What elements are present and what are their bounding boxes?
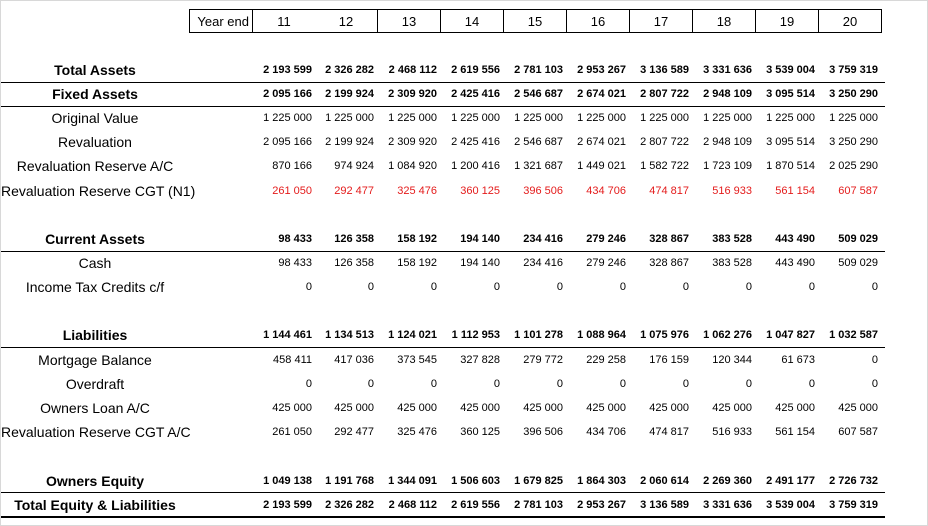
value-cell[interactable]: 0: [871, 378, 878, 390]
year-header-18[interactable]: 18: [693, 9, 756, 33]
row-label[interactable]: Mortgage Balance: [38, 352, 152, 368]
value-cell[interactable]: 474 817: [649, 185, 689, 197]
value-cell[interactable]: 516 933: [712, 426, 752, 438]
value-cell[interactable]: 425 000: [272, 402, 312, 414]
value-cell[interactable]: 3 539 004: [766, 64, 815, 76]
value-cell[interactable]: 0: [682, 378, 689, 390]
value-cell[interactable]: 2 425 416: [451, 136, 500, 148]
value-cell[interactable]: 261 050: [272, 426, 312, 438]
value-cell[interactable]: 1 225 000: [703, 112, 752, 124]
value-cell[interactable]: 443 490: [775, 233, 815, 245]
divider-under-fixed-assets: [1, 106, 885, 107]
value-cell[interactable]: 2 095 166: [263, 136, 312, 148]
value-cell[interactable]: 396 506: [523, 426, 563, 438]
value-cell[interactable]: 1 321 687: [514, 160, 563, 172]
value-cell[interactable]: 1 112 953: [451, 329, 500, 341]
value-cell[interactable]: 234 416: [523, 257, 563, 269]
value-cell[interactable]: 61 673: [781, 354, 815, 366]
value-cell[interactable]: 234 416: [523, 233, 563, 245]
row-label[interactable]: Original Value: [51, 110, 139, 126]
table-row: [1, 493, 901, 517]
value-cell[interactable]: 0: [367, 378, 374, 390]
value-cell[interactable]: 2 807 722: [640, 88, 689, 100]
value-cell[interactable]: 458 411: [273, 354, 312, 366]
value-cell[interactable]: 279 772: [523, 354, 563, 366]
value-cell[interactable]: 0: [556, 281, 563, 293]
value-cell[interactable]: 1 225 000: [451, 112, 500, 124]
row-label[interactable]: Total Equity & Liabilities: [14, 497, 176, 513]
table-row: [1, 348, 901, 372]
table-row: [1, 323, 901, 347]
value-cell[interactable]: 1 225 000: [766, 112, 815, 124]
value-cell[interactable]: 0: [493, 281, 500, 293]
value-cell[interactable]: 229 258: [586, 354, 626, 366]
divider-under-current-assets: [1, 251, 885, 252]
value-cell[interactable]: 1 225 000: [577, 112, 626, 124]
value-cell[interactable]: 292 477: [334, 426, 374, 438]
value-cell[interactable]: 0: [556, 378, 563, 390]
value-cell[interactable]: 2 674 021: [577, 136, 626, 148]
value-cell[interactable]: 0: [430, 281, 437, 293]
value-cell[interactable]: 425 000: [523, 402, 563, 414]
value-cell[interactable]: 373 545: [397, 354, 437, 366]
row-label[interactable]: Revaluation Reserve CGT (N1): [1, 183, 196, 199]
value-cell[interactable]: 1 723 109: [703, 160, 752, 172]
year-header-14[interactable]: 14: [441, 9, 504, 33]
value-cell[interactable]: 1 679 825: [514, 475, 563, 487]
value-cell[interactable]: 2 425 416: [451, 88, 500, 100]
value-cell[interactable]: 2 326 282: [325, 64, 374, 76]
value-cell[interactable]: 1 200 416: [451, 160, 500, 172]
value-cell[interactable]: 607 587: [838, 426, 878, 438]
value-cell[interactable]: 425 000: [586, 402, 626, 414]
value-cell[interactable]: 328 867: [649, 257, 689, 269]
value-cell[interactable]: 0: [430, 378, 437, 390]
value-cell[interactable]: 2 468 112: [388, 64, 437, 76]
value-cell[interactable]: 425 000: [775, 402, 815, 414]
value-cell[interactable]: 328 867: [649, 233, 689, 245]
value-cell[interactable]: 0: [619, 378, 626, 390]
header-row: [1, 9, 901, 33]
value-cell[interactable]: 1 084 920: [388, 160, 437, 172]
table-row: [1, 275, 901, 299]
year-end-label: Year end: [189, 9, 253, 33]
value-cell[interactable]: 120 344: [712, 354, 752, 366]
value-cell[interactable]: 325 476: [397, 426, 437, 438]
year-header-12[interactable]: 12: [315, 9, 378, 33]
value-cell[interactable]: 0: [745, 281, 752, 293]
value-cell[interactable]: 2 199 924: [325, 136, 374, 148]
value-cell[interactable]: 0: [808, 378, 815, 390]
value-cell[interactable]: 3 136 589: [640, 499, 689, 511]
value-cell[interactable]: 2 199 924: [325, 88, 374, 100]
year-header-20[interactable]: 20: [819, 9, 882, 33]
value-cell[interactable]: 3 539 004: [766, 499, 815, 511]
value-cell[interactable]: 3 095 514: [766, 136, 815, 148]
value-cell[interactable]: 1 124 021: [388, 329, 437, 341]
year-header-13[interactable]: 13: [378, 9, 441, 33]
value-cell[interactable]: 98 433: [278, 233, 312, 245]
table-row: [1, 372, 901, 396]
value-cell[interactable]: 2 468 112: [388, 499, 437, 511]
value-cell[interactable]: 3 759 319: [829, 64, 878, 76]
table-row: [1, 58, 901, 82]
value-cell[interactable]: 0: [305, 378, 312, 390]
value-cell[interactable]: 2 269 360: [703, 475, 752, 487]
value-cell[interactable]: 2 619 556: [451, 64, 500, 76]
value-cell[interactable]: 1 062 276: [703, 329, 752, 341]
value-cell[interactable]: 1 870 514: [766, 160, 815, 172]
value-cell[interactable]: 194 140: [460, 233, 500, 245]
value-cell[interactable]: 2 309 920: [388, 88, 437, 100]
row-label[interactable]: Owners Loan A/C: [40, 400, 150, 416]
value-cell[interactable]: 1 144 461: [263, 329, 312, 341]
value-cell[interactable]: 2 619 556: [451, 499, 500, 511]
value-cell[interactable]: 0: [305, 281, 312, 293]
value-cell[interactable]: 2 309 920: [388, 136, 437, 148]
value-cell[interactable]: 3 759 319: [829, 499, 878, 511]
value-cell[interactable]: 3 331 636: [703, 499, 752, 511]
value-cell[interactable]: 417 036: [334, 354, 374, 366]
value-cell[interactable]: 516 933: [712, 185, 752, 197]
value-cell[interactable]: 1 225 000: [829, 112, 878, 124]
value-cell[interactable]: 1 032 587: [829, 329, 878, 341]
value-cell[interactable]: 1 582 722: [640, 160, 689, 172]
value-cell[interactable]: 0: [871, 281, 878, 293]
value-cell[interactable]: 509 029: [838, 233, 878, 245]
value-cell[interactable]: 561 154: [775, 185, 815, 197]
value-cell[interactable]: 292 477: [334, 185, 374, 197]
value-cell[interactable]: 327 828: [460, 354, 500, 366]
value-cell[interactable]: 1 049 138: [263, 475, 312, 487]
value-cell[interactable]: 2 781 103: [514, 499, 563, 511]
row-label[interactable]: Revaluation Reserve A/C: [16, 158, 174, 174]
value-cell[interactable]: 2 025 290: [829, 160, 878, 172]
table-row: [1, 82, 901, 106]
value-cell[interactable]: 261 050: [272, 185, 312, 197]
value-cell[interactable]: 2 953 267: [577, 499, 626, 511]
value-cell[interactable]: 0: [808, 281, 815, 293]
value-cell[interactable]: 0: [745, 378, 752, 390]
value-cell[interactable]: 2 546 687: [514, 88, 563, 100]
divider-under-liabilities: [1, 347, 885, 348]
value-cell[interactable]: 1 225 000: [640, 112, 689, 124]
row-label[interactable]: Revaluation Reserve CGT A/C: [1, 424, 191, 440]
value-cell[interactable]: 2 674 021: [577, 88, 626, 100]
year-header-16[interactable]: 16: [567, 9, 630, 33]
value-cell[interactable]: 3 250 290: [829, 136, 878, 148]
value-cell[interactable]: 176 159: [649, 354, 689, 366]
value-cell[interactable]: 509 029: [838, 257, 878, 269]
value-cell[interactable]: 1 225 000: [325, 112, 374, 124]
value-cell[interactable]: 279 246: [586, 257, 626, 269]
row-label[interactable]: Cash: [78, 255, 112, 271]
table-row: [1, 251, 901, 275]
value-cell[interactable]: 1 047 827: [766, 329, 815, 341]
value-cell[interactable]: 2 807 722: [640, 136, 689, 148]
value-cell[interactable]: 126 358: [334, 257, 374, 269]
value-cell[interactable]: 279 246: [586, 233, 626, 245]
value-cell[interactable]: 360 125: [460, 185, 500, 197]
value-cell[interactable]: 425 000: [334, 402, 374, 414]
value-cell[interactable]: 194 140: [460, 257, 500, 269]
value-cell[interactable]: 2 326 282: [325, 499, 374, 511]
value-cell[interactable]: 425 000: [397, 402, 437, 414]
value-cell[interactable]: 434 706: [586, 185, 626, 197]
value-cell[interactable]: 425 000: [838, 402, 878, 414]
value-cell[interactable]: 870 166: [272, 160, 312, 172]
value-cell[interactable]: 1 225 000: [388, 112, 437, 124]
value-cell[interactable]: 2 095 166: [263, 88, 312, 100]
value-cell[interactable]: 3 331 636: [703, 64, 752, 76]
table-row: [1, 420, 901, 444]
value-cell[interactable]: 2 948 109: [703, 88, 752, 100]
value-cell[interactable]: 1 225 000: [514, 112, 563, 124]
year-header-11[interactable]: 11: [253, 9, 316, 33]
value-cell[interactable]: 1 506 603: [451, 475, 500, 487]
row-label[interactable]: Overdraft: [65, 376, 125, 392]
value-cell[interactable]: 98 433: [278, 257, 312, 269]
value-cell[interactable]: 1 101 278: [514, 329, 563, 341]
value-cell[interactable]: 158 192: [397, 257, 437, 269]
value-cell[interactable]: 1 225 000: [263, 112, 312, 124]
row-label[interactable]: Current Assets: [45, 231, 145, 247]
value-cell[interactable]: 1 864 303: [577, 475, 626, 487]
value-cell[interactable]: 974 924: [334, 160, 374, 172]
value-cell[interactable]: 3 095 514: [766, 88, 815, 100]
value-cell[interactable]: 2 953 267: [577, 64, 626, 76]
divider-bottom: [1, 516, 885, 518]
value-cell[interactable]: 2 948 109: [703, 136, 752, 148]
value-cell[interactable]: 3 136 589: [640, 64, 689, 76]
value-cell[interactable]: 1 449 021: [577, 160, 626, 172]
table-row: [1, 106, 901, 130]
value-cell[interactable]: 2 193 599: [263, 64, 312, 76]
year-header-19[interactable]: 19: [756, 9, 819, 33]
value-cell[interactable]: 158 192: [397, 233, 437, 245]
value-cell[interactable]: 1 134 513: [325, 329, 374, 341]
value-cell[interactable]: 1 088 964: [577, 329, 626, 341]
divider-above-total-equity: [1, 492, 885, 493]
value-cell[interactable]: 383 528: [712, 257, 752, 269]
year-header-15[interactable]: 15: [504, 9, 567, 33]
table-row: [1, 469, 901, 493]
year-header-17[interactable]: 17: [630, 9, 693, 33]
value-cell[interactable]: 443 490: [775, 257, 815, 269]
value-cell[interactable]: 0: [871, 354, 878, 366]
value-cell[interactable]: 126 358: [334, 233, 374, 245]
value-cell[interactable]: 425 000: [460, 402, 500, 414]
value-cell[interactable]: 360 125: [460, 426, 500, 438]
value-cell[interactable]: 0: [682, 281, 689, 293]
table-row: [1, 154, 901, 178]
table-row: [1, 227, 901, 251]
table-row: [1, 179, 901, 203]
value-cell[interactable]: 2 193 599: [263, 499, 312, 511]
value-cell[interactable]: 434 706: [586, 426, 626, 438]
row-label[interactable]: Fixed Assets: [52, 86, 138, 102]
value-cell[interactable]: 396 506: [523, 185, 563, 197]
value-cell[interactable]: 1 191 768: [325, 475, 374, 487]
value-cell[interactable]: 0: [493, 378, 500, 390]
value-cell[interactable]: 325 476: [397, 185, 437, 197]
value-cell[interactable]: 561 154: [775, 426, 815, 438]
value-cell[interactable]: 2 726 732: [829, 475, 878, 487]
value-cell[interactable]: 1 344 091: [388, 475, 437, 487]
row-label[interactable]: Owners Equity: [45, 473, 145, 489]
value-cell[interactable]: 425 000: [712, 402, 752, 414]
table-row: [1, 130, 901, 154]
row-label[interactable]: Income Tax Credits c/f: [25, 279, 165, 295]
value-cell[interactable]: 383 528: [712, 233, 752, 245]
value-cell[interactable]: 3 250 290: [829, 88, 878, 100]
value-cell[interactable]: 607 587: [838, 185, 878, 197]
value-cell[interactable]: 1 075 976: [640, 329, 689, 341]
value-cell[interactable]: 2 491 177: [766, 475, 815, 487]
value-cell[interactable]: 425 000: [649, 402, 689, 414]
value-cell[interactable]: 2 546 687: [514, 136, 563, 148]
row-label[interactable]: Total Assets: [54, 62, 136, 78]
value-cell[interactable]: 474 817: [649, 426, 689, 438]
divider-under-total-assets: [1, 82, 885, 83]
value-cell[interactable]: 0: [619, 281, 626, 293]
value-cell[interactable]: 2 781 103: [514, 64, 563, 76]
row-label[interactable]: Liabilities: [62, 327, 128, 343]
table-row: [1, 396, 901, 420]
value-cell[interactable]: 0: [367, 281, 374, 293]
value-cell[interactable]: 2 060 614: [640, 475, 689, 487]
row-label[interactable]: Revaluation: [58, 134, 132, 150]
